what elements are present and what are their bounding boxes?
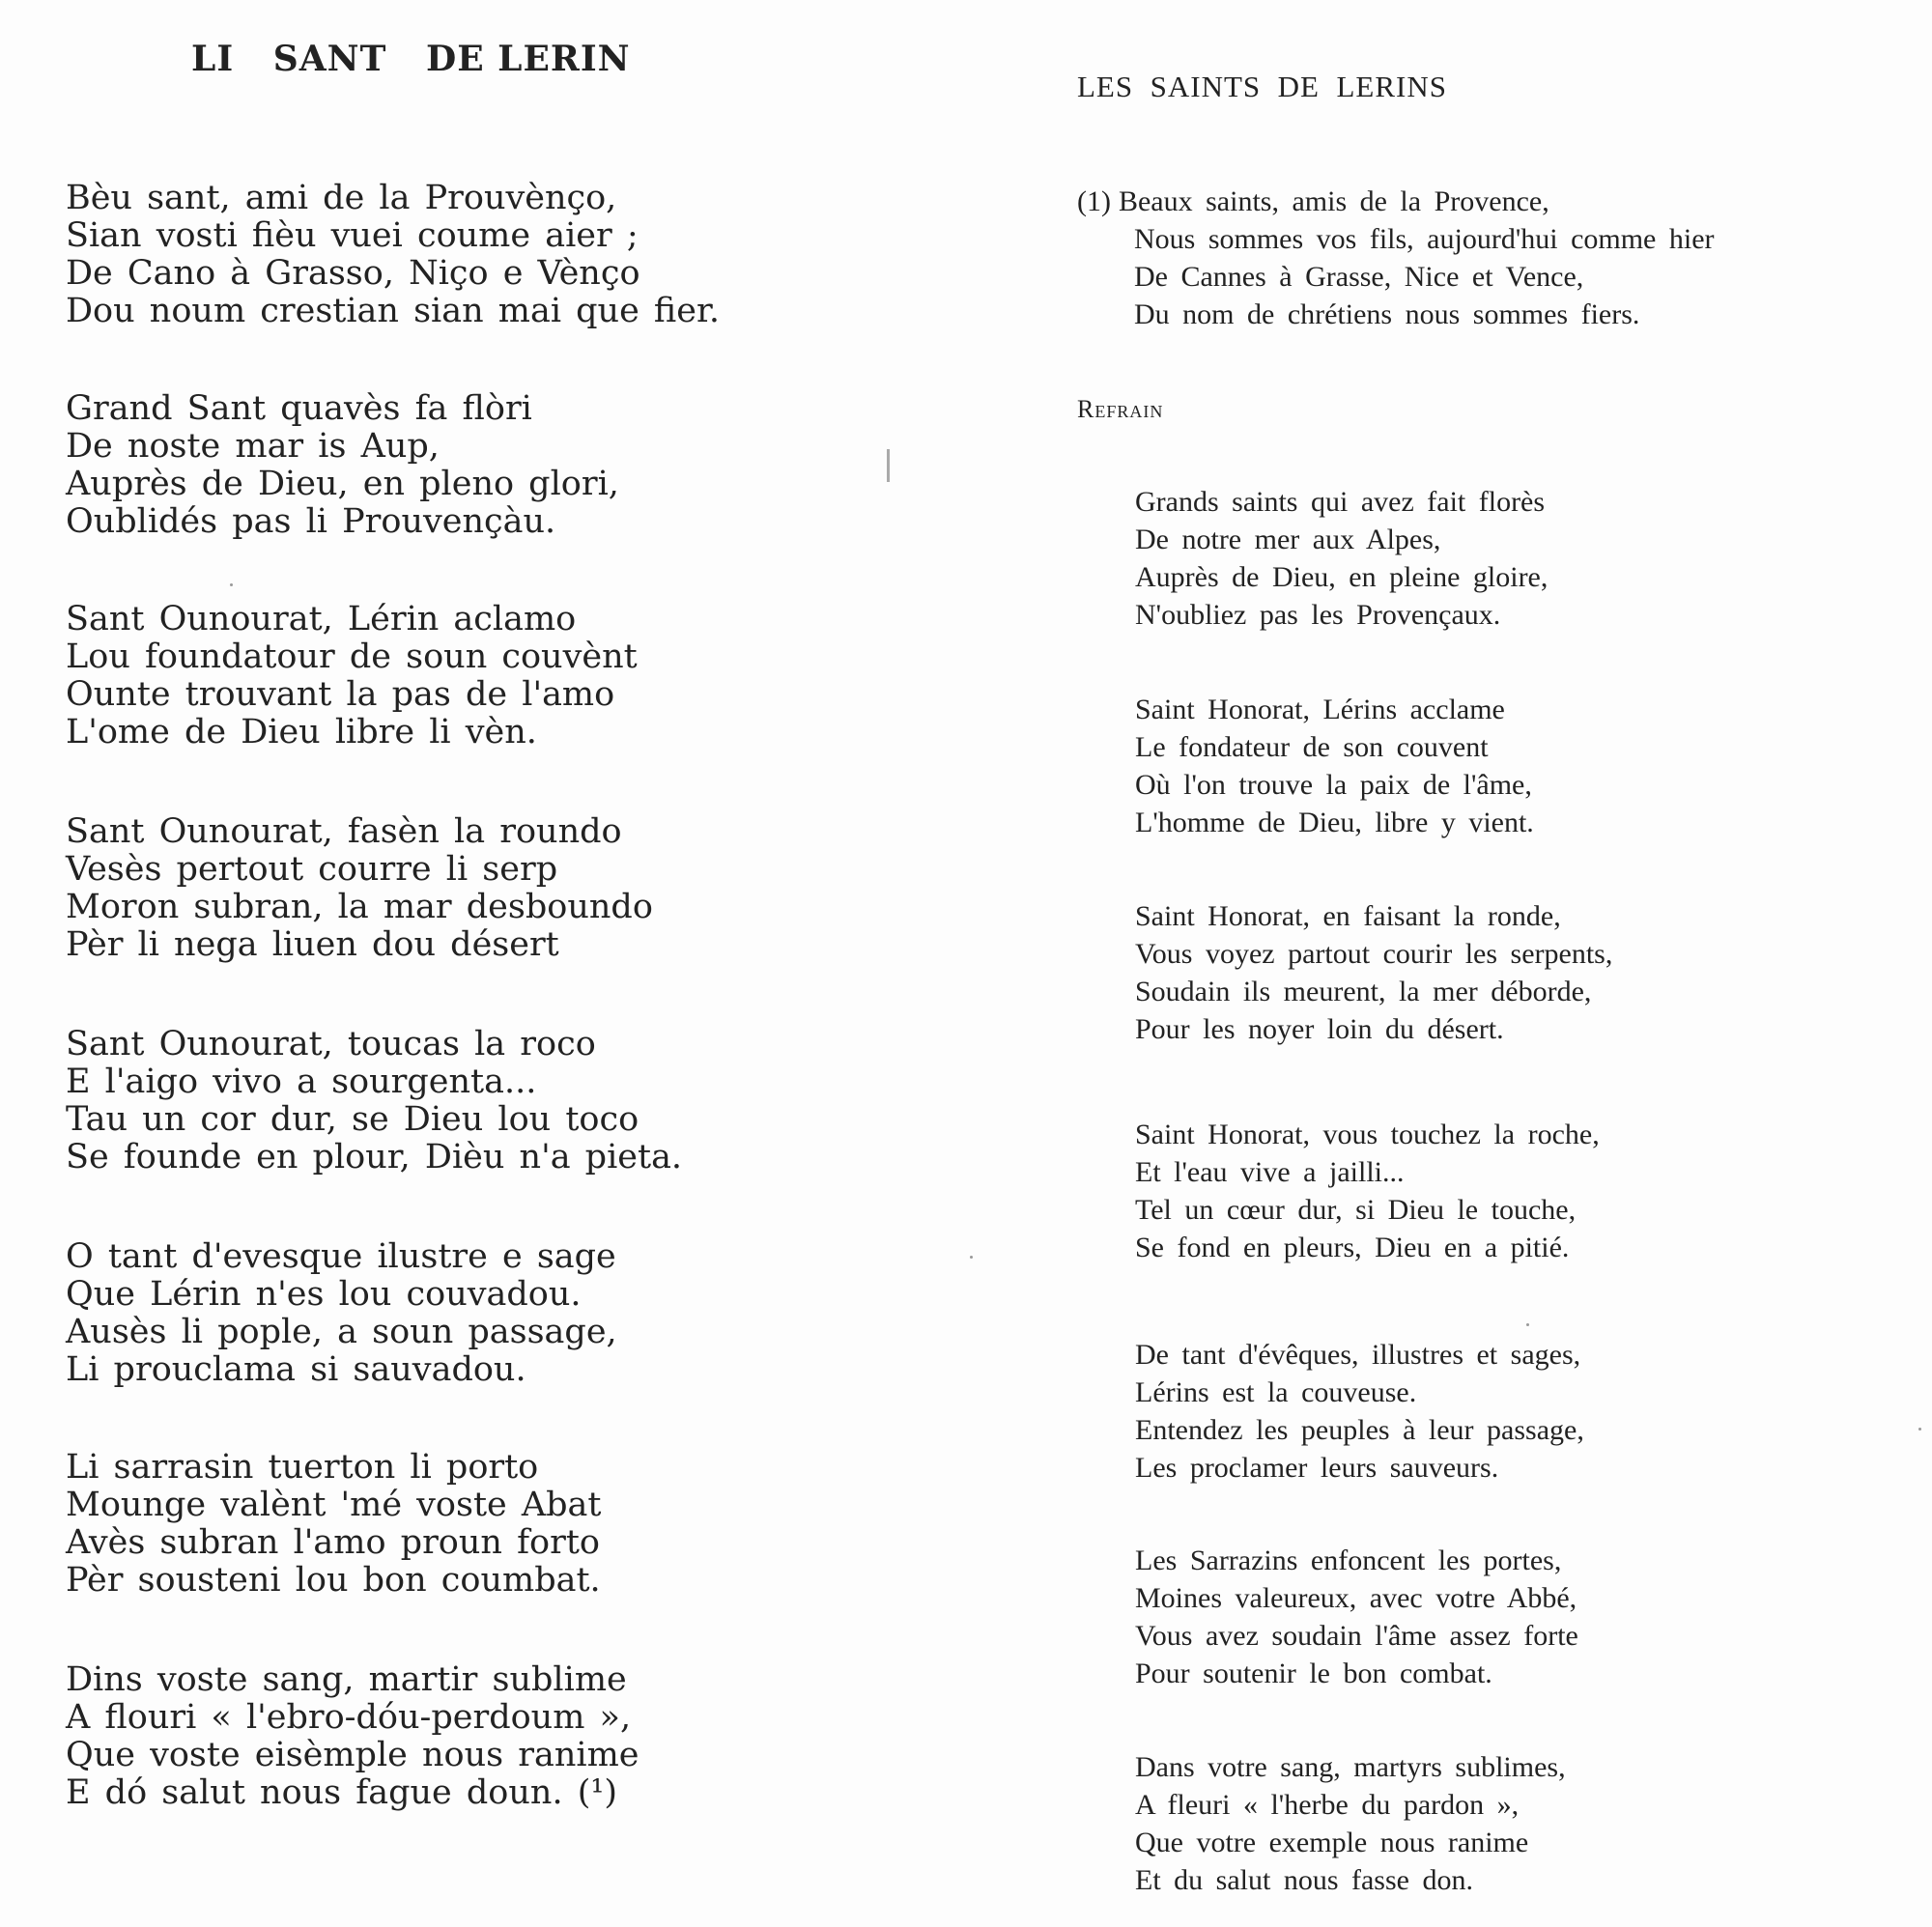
provencal-stanza	[66, 1661, 639, 1812]
verse-line: A flouri « l'ebro-dóu-perdoum »,	[66, 1698, 632, 1737]
scan-speck	[230, 583, 233, 586]
french-stanza	[1135, 1336, 1584, 1487]
french-stanza	[1135, 1748, 1566, 1899]
french-stanza	[1135, 691, 1534, 841]
verse-line: De notre mer aux Alpes,	[1135, 524, 1441, 555]
verse-line: Grand Sant quavès fa flòri	[66, 389, 532, 428]
verse-line: Tel un cœur dur, si Dieu le touche,	[1135, 1194, 1577, 1226]
verse-line: Avès subran l'amo proun forto	[66, 1523, 600, 1562]
verse-line: Li prouclama si sauvadou.	[66, 1350, 526, 1389]
verse-line: Et l'eau vive a jailli...	[1135, 1156, 1405, 1188]
scan-speck	[1918, 1428, 1921, 1431]
verse-line: Soudain ils meurent, la mer déborde,	[1135, 976, 1592, 1007]
verse-line: Mounge valènt 'mé voste Abat	[66, 1486, 602, 1524]
verse-line: Le fondateur de son couvent	[1135, 731, 1489, 763]
verse-line: Sant Ounourat, Lérin aclamo	[66, 600, 577, 638]
verse-line: Et du salut nous fasse don.	[1135, 1864, 1473, 1896]
verse-line: Se founde en plour, Dièu n'a pieta.	[66, 1138, 683, 1176]
verse-line: Pour soutenir le bon combat.	[1135, 1658, 1492, 1689]
verse-line: Pour les noyer loin du désert.	[1135, 1013, 1504, 1045]
provencal-title: LI SANT DE LERIN	[191, 39, 631, 79]
verse-line: Où l'on trouve la paix de l'âme,	[1135, 769, 1532, 801]
scan-speck	[1526, 1323, 1529, 1326]
verse-line: Auprès de Dieu, en pleine gloire,	[1135, 561, 1548, 593]
provencal-stanza	[66, 601, 638, 751]
scan-artifact	[887, 449, 890, 482]
verse-line: L'ome de Dieu libre li vèn.	[66, 713, 537, 751]
verse-line: Saint Honorat, vous touchez la roche,	[1135, 1119, 1600, 1150]
verse-line: Ausès li pople, a soun passage,	[66, 1313, 617, 1351]
verse-line: L'homme de Dieu, libre y vient.	[1135, 807, 1534, 838]
verse-line: A fleuri « l'herbe du pardon »,	[1135, 1789, 1520, 1821]
verse-line: Ounte trouvant la pas de l'amo	[66, 675, 615, 714]
verse-line: Que votre exemple nous ranime	[1135, 1827, 1529, 1858]
verse-line: Lérins est la couveuse.	[1135, 1376, 1417, 1408]
verse-line: Nous sommes vos fils, aujourd'hui comme hier	[1134, 223, 1715, 255]
verse-line: Les Sarrazins enfoncent les portes,	[1135, 1544, 1562, 1576]
verse-line: Sant Ounourat, toucas la roco	[66, 1025, 596, 1063]
french-stanza	[1077, 183, 1715, 333]
verse-line: Pèr li nega liuen dou désert	[66, 925, 559, 964]
provencal-stanza	[66, 390, 619, 541]
verse-line: Auprès de Dieu, en pleno glori,	[66, 465, 619, 503]
verse-line	[1077, 183, 1715, 220]
verse-line: O tant d'evesque ilustre e sage	[66, 1237, 616, 1276]
verse-line: De Cano à Grasso, Niço e Vènço	[66, 254, 640, 293]
verse-text: Beaux saints, amis de la Provence,	[1118, 185, 1549, 217]
verse-line: Tau un cor dur, se Dieu lou toco	[66, 1100, 639, 1139]
verse-line: Que Lérin n'es lou couvadou.	[66, 1275, 582, 1314]
verse-line: Sian vosti fièu vuei coume aier ;	[66, 216, 639, 255]
verse-line: Pèr sousteni lou bon coumbat.	[66, 1561, 601, 1600]
verse-line: Entendez les peuples à leur passage,	[1135, 1414, 1584, 1446]
verse-line: Saint Honorat, Lérins acclame	[1135, 694, 1505, 725]
verse-line: Moines valeureux, avec votre Abbé,	[1135, 1582, 1577, 1614]
verse-line: Vesès pertout courre li serp	[66, 850, 558, 889]
verse-line: Grands saints qui avez fait florès	[1135, 486, 1546, 518]
scan-speck	[970, 1256, 973, 1259]
provencal-stanza	[66, 1238, 617, 1389]
verse-line: De tant d'évêques, illustres et sages,	[1135, 1339, 1581, 1371]
verse-line: Li sarrasin tuerton li porto	[66, 1448, 539, 1487]
verse-line: Saint Honorat, en faisant la ronde,	[1135, 900, 1561, 932]
provencal-stanza	[66, 180, 720, 330]
verse-line: E dó salut nous fague doun. (¹)	[66, 1773, 618, 1812]
verse-line: Se fond en pleurs, Dieu en a pitié.	[1135, 1232, 1570, 1263]
verse-line: Vous avez soudain l'âme assez forte	[1135, 1620, 1578, 1652]
verse-line: Que voste eisèmple nous ranime	[66, 1736, 639, 1774]
verse-line: Les proclamer leurs sauveurs.	[1135, 1452, 1499, 1484]
verse-line: E l'aigo vivo a sourgenta...	[66, 1063, 537, 1101]
verse-line: N'oubliez pas les Provençaux.	[1135, 599, 1501, 631]
verse-line: Dins voste sang, martir sublime	[66, 1660, 627, 1699]
french-stanza	[1135, 897, 1612, 1048]
verse-line: Moron subran, la mar desboundo	[66, 888, 653, 926]
french-stanza	[1135, 483, 1548, 634]
verse-line: Dans votre sang, martyrs sublimes,	[1135, 1751, 1566, 1783]
refrain-label: Refrain	[1077, 395, 1164, 423]
verse-line: Lou foundatour de soun couvènt	[66, 638, 638, 676]
verse-line: Bèu sant, ami de la Prouvènço,	[66, 179, 617, 217]
verse-line: Du nom de chrétiens nous sommes fiers.	[1134, 298, 1640, 330]
french-title: LES SAINTS DE LERINS	[1077, 70, 1447, 103]
provencal-stanza	[66, 813, 653, 964]
verse-line: Vous voyez partout courir les serpents,	[1135, 938, 1613, 970]
footnote-number: (1)	[1077, 185, 1111, 217]
provencal-stanza	[66, 1026, 682, 1176]
provencal-stanza	[66, 1449, 601, 1600]
verse-line: De Cannes à Grasse, Nice et Vence,	[1134, 261, 1584, 293]
verse-line: Sant Ounourat, fasèn la roundo	[66, 812, 622, 851]
verse-line: De noste mar is Aup,	[66, 427, 440, 466]
verse-line: Oublidés pas li Prouvençàu.	[66, 502, 556, 541]
verse-line: Dou noum crestian sian mai que fier.	[66, 292, 720, 330]
french-stanza	[1135, 1542, 1578, 1692]
french-stanza	[1135, 1116, 1600, 1266]
